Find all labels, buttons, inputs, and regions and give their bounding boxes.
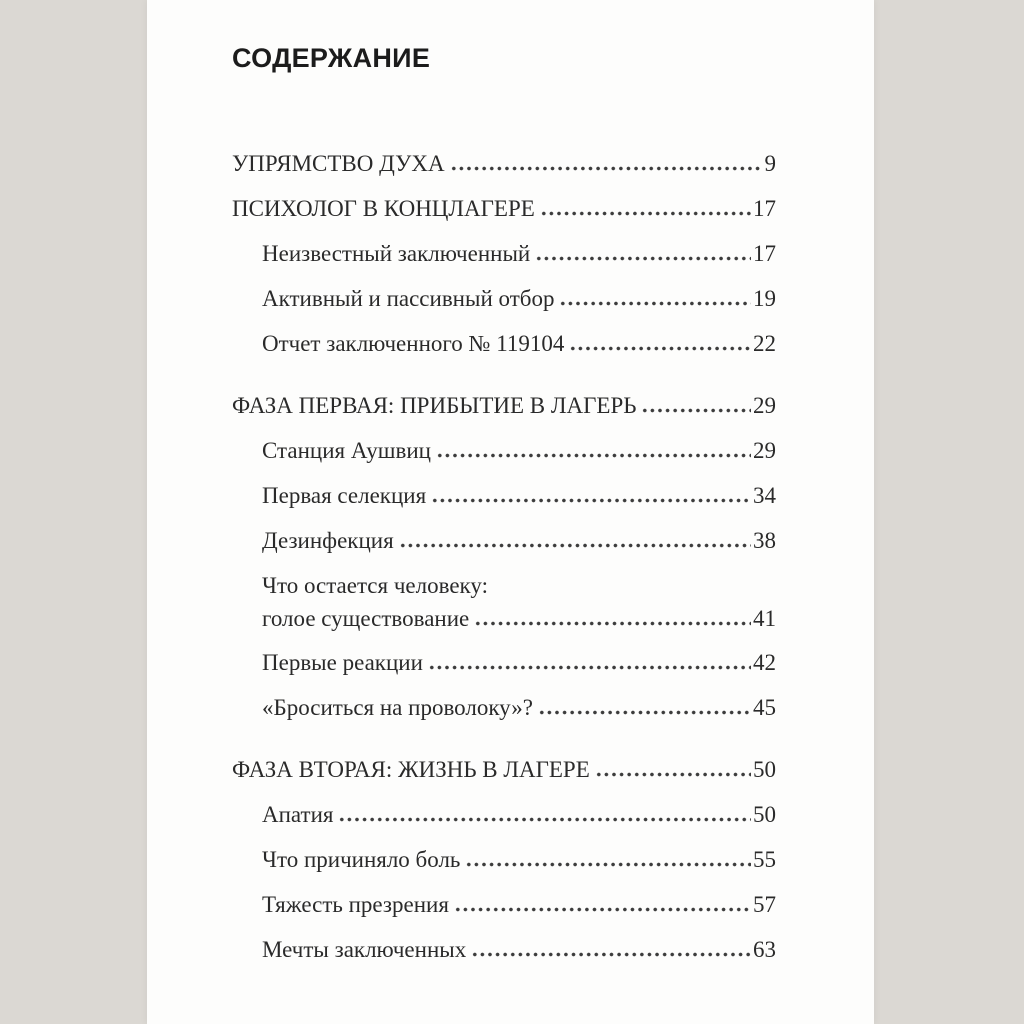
toc-entry — [232, 187, 776, 232]
dot-leader — [338, 817, 751, 822]
dot-leader — [569, 346, 751, 351]
toc-entry-label: ПСИХОЛОГ В КОНЦЛАГЕРЕ — [232, 196, 535, 222]
toc-entry-label: Активный и пассивный отбор — [262, 286, 555, 312]
toc-entry — [232, 277, 776, 322]
toc-entry-line — [262, 286, 776, 312]
toc-entry-line — [262, 241, 776, 267]
toc-entry — [232, 519, 776, 564]
toc-page-number: 57 — [753, 892, 776, 918]
toc-entry — [232, 838, 776, 883]
toc-entry-line — [262, 606, 776, 632]
dot-leader — [540, 211, 751, 216]
toc-entry — [232, 793, 776, 838]
toc-page-number: 45 — [753, 695, 776, 721]
toc-page-number: 34 — [753, 483, 776, 509]
toc-list — [232, 142, 776, 973]
toc-page-number: 17 — [753, 196, 776, 222]
dot-leader — [535, 256, 751, 261]
toc-entry-label: Станция Аушвиц — [262, 438, 431, 464]
toc-entry — [232, 474, 776, 519]
toc-entry-line — [232, 196, 776, 222]
toc-entry — [232, 564, 776, 641]
toc-entry-line — [262, 802, 776, 828]
toc-entry-label: Что причиняло боль — [262, 847, 461, 873]
toc-page-number: 50 — [753, 802, 776, 828]
toc-entry-line — [232, 393, 776, 419]
toc-entry-label: УПРЯМСТВО ДУХА — [232, 151, 445, 177]
toc-entry — [232, 232, 776, 277]
toc-entry-line — [262, 438, 776, 464]
dot-leader — [431, 498, 751, 503]
dot-leader — [465, 862, 751, 867]
toc-entry-label: Неизвестный заключенный — [262, 241, 531, 267]
dot-leader — [428, 665, 751, 670]
toc-entry — [232, 928, 776, 973]
toc-entry-label: Отчет заключенного № 119104 — [262, 331, 565, 357]
toc-entry-label: Тяжесть презрения — [262, 892, 449, 918]
toc-title: СОДЕРЖАНИЕ — [232, 43, 431, 73]
dot-leader — [538, 710, 751, 715]
toc-entry-label-first-line: Что остается человеку: — [262, 572, 488, 598]
toc-page-number: 41 — [753, 605, 776, 631]
dot-leader — [641, 408, 751, 413]
toc-entry-label: Дезинфекция — [262, 528, 394, 554]
toc-entry — [232, 384, 776, 429]
toc-entry-line — [262, 528, 776, 554]
toc-entry-line — [262, 937, 776, 963]
toc-page-number: 19 — [753, 286, 776, 312]
toc-entry — [232, 641, 776, 686]
toc-entry-label: Мечты заключенных — [262, 937, 467, 963]
toc-entry-line — [232, 151, 776, 177]
toc-page-number: 42 — [753, 650, 776, 676]
toc-page-number: 17 — [753, 241, 776, 267]
toc-page-number: 38 — [753, 528, 776, 554]
toc-page-number: 50 — [753, 757, 776, 783]
toc-entry-line — [262, 847, 776, 873]
dot-leader — [454, 907, 751, 912]
dot-leader — [450, 166, 763, 171]
toc-page-number: 29 — [753, 393, 776, 419]
toc-entry-line — [232, 757, 776, 783]
toc-entry-label: Первая селекция — [262, 483, 427, 509]
dot-leader — [474, 621, 751, 626]
toc-page-number: 9 — [764, 151, 776, 177]
toc-entry — [232, 748, 776, 793]
book-page — [147, 0, 874, 1024]
dot-leader — [399, 543, 751, 548]
toc-entry — [232, 686, 776, 731]
dot-leader — [436, 453, 751, 458]
toc-entry-line — [262, 650, 776, 676]
toc-entry-label: Первые реакции — [262, 650, 423, 676]
toc-entry — [232, 429, 776, 474]
toc-entry — [232, 322, 776, 367]
toc-entry-line — [262, 892, 776, 918]
toc-page-number: 55 — [753, 847, 776, 873]
toc-page-number: 22 — [753, 331, 776, 357]
dot-leader — [559, 301, 751, 306]
toc-entry — [232, 883, 776, 928]
toc-entry-label: «Броситься на проволоку»? — [262, 695, 533, 721]
toc-entry-label: голое существование — [262, 605, 470, 631]
toc-entry-label: ФАЗА ПЕРВАЯ: ПРИБЫТИЕ В ЛАГЕРЬ — [232, 393, 637, 419]
dot-leader — [595, 772, 751, 777]
toc-entry — [232, 142, 776, 187]
toc-entry-line — [262, 483, 776, 509]
dot-leader — [471, 952, 751, 957]
toc-entry-label: Апатия — [262, 802, 334, 828]
toc-entry-line — [262, 331, 776, 357]
toc-page-number: 63 — [753, 937, 776, 963]
toc-entry-label: ФАЗА ВТОРАЯ: ЖИЗНЬ В ЛАГЕРЕ — [232, 757, 590, 783]
toc-page-number: 29 — [753, 438, 776, 464]
toc-entry-line — [262, 695, 776, 721]
